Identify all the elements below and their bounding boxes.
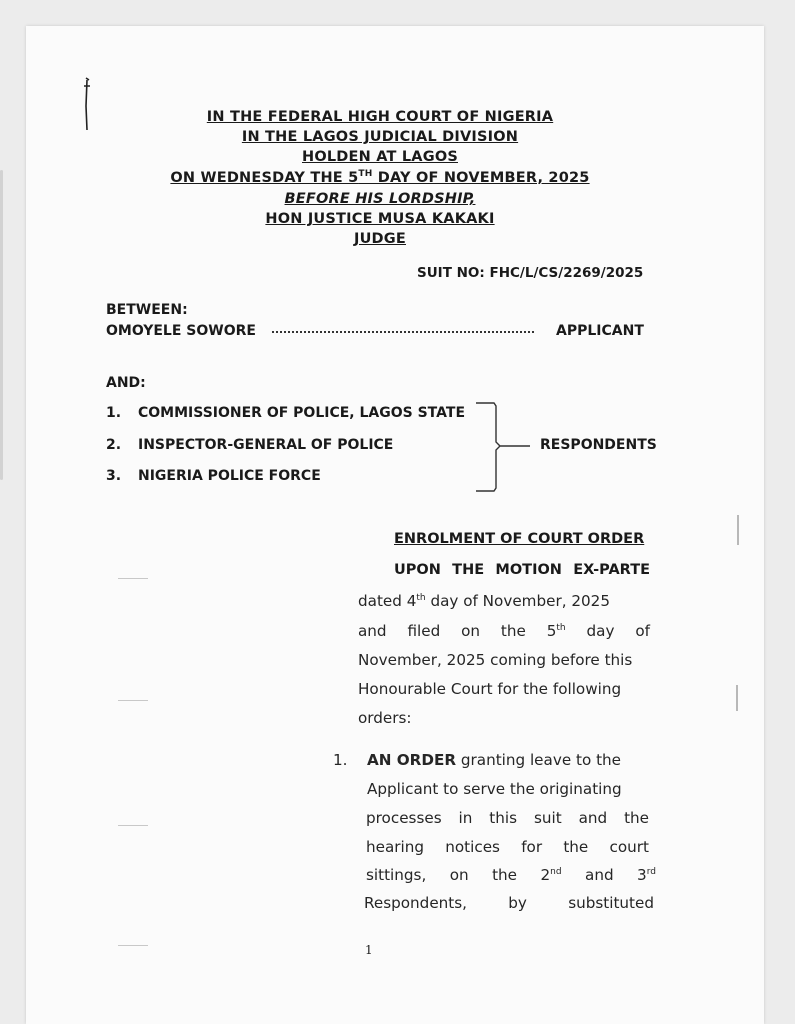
viewer-edge [0,170,3,480]
motion-line-5: orders: [358,709,412,727]
judge-name: HON JUSTICE MUSA KAKAKI [265,211,495,227]
page-number: 1 [365,943,373,957]
respondents-role: RESPONDENTS [540,437,657,453]
margin-mark [118,578,148,579]
respondent-1-number: 1. [106,405,122,421]
motion-line-3: November, 2025 coming before this [358,651,633,669]
motion-line-4: Honourable Court for the following [358,680,622,698]
and-label: AND: [106,375,146,391]
order-line-6: Respondents, by substituted [364,894,654,912]
margin-mark [118,700,148,701]
between-label: BETWEEN: [106,302,188,318]
respondent-2-number: 2. [106,437,122,453]
judge-title: JUDGE [353,231,406,247]
court-location: HOLDEN AT LAGOS [302,149,458,165]
motion-line-2: and filed on the 5th day of [358,622,650,640]
court-division: IN THE LAGOS JUDICIAL DIVISION [241,129,519,145]
motion-line-1: dated 4th day of November, 2025 [358,592,610,610]
order-number: 1. [333,751,348,769]
motion-heading: UPON THE MOTION EX-PARTE [394,562,650,578]
applicant-name: OMOYELE SOWORE [106,323,256,339]
dotted-leader [272,331,534,333]
order-line-4: hearing notices for the court [366,838,649,856]
margin-mark [118,825,148,826]
respondent-3-name: NIGERIA POLICE FORCE [138,468,321,484]
pen-mark-icon [80,76,94,132]
court-date: ON WEDNESDAY THE 5TH DAY OF NOVEMBER, 2025 [170,169,590,186]
before-lordship: BEFORE HIS LORDSHIP, [284,191,476,207]
respondent-1-name: COMMISSIONER OF POLICE, LAGOS STATE [138,405,466,421]
respondent-2-name: INSPECTOR-GENERAL OF POLICE [138,437,394,453]
margin-mark [118,945,148,946]
order-line-2: Applicant to serve the originating [367,780,622,798]
order-line-3: processes in this suit and the [366,809,649,827]
edge-mark [736,685,738,711]
suit-number: SUIT NO: FHC/L/CS/2269/2025 [417,265,644,281]
edge-mark [737,515,739,545]
applicant-role: APPLICANT [556,323,644,339]
order-line-1: AN ORDER granting leave to the [367,751,621,769]
enrolment-title: ENROLMENT OF COURT ORDER [394,531,645,547]
order-line-5: sittings, on the 2nd and 3rd [366,866,656,884]
respondent-3-number: 3. [106,468,122,484]
court-title: IN THE FEDERAL HIGH COURT OF NIGERIA [206,109,554,125]
brace-icon [472,402,532,492]
